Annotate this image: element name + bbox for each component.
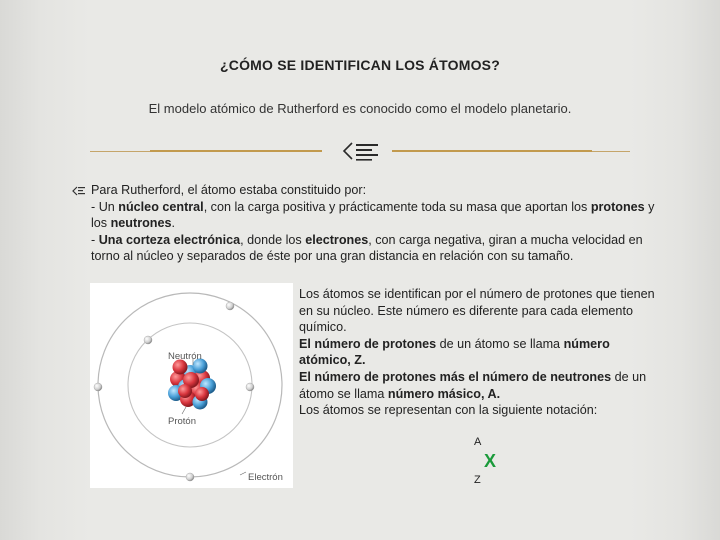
neutron-label: Neutrón [168,351,202,362]
electron-label: Electrón [248,472,283,483]
para-cortex: - Una corteza electrónica, donde los electrones, con carga negativa, giran a mucha velocidad en torno al núcleo y separados de éste por una gran distancia en relación con su tamaño. [91,232,643,264]
element-symbol: X [484,451,497,471]
page-title: ¿CÓMO SE IDENTIFICAN LOS ÁTOMOS? [220,57,500,73]
ornamental-divider [90,139,630,163]
side-p2: El número de protones de un átomo se llama número atómico, Z. [299,336,610,368]
atom-illustration [90,283,293,488]
side-p3: El número de protones más el número de neutrones de un átomo se llama número másico, A. [299,369,647,401]
identification-text [299,286,661,419]
rutherford-description [91,182,671,265]
bullet-icon [72,185,86,197]
subtitle: El modelo atómico de Rutherford es conocido como el modelo planetario. [148,101,572,116]
para-intro: Para Rutherford, el átomo estaba constituido por: [91,183,367,197]
para-nucleus: - Un núcleo central, con la carga positiva y prácticamente toda su masa que aportan los protones y los neutrones. [91,199,655,231]
atom-diagram [90,283,293,488]
mass-number: A [474,436,482,448]
atomic-number: Z [474,474,481,486]
atomic-notation [470,436,530,492]
side-p4: Los átomos se representan con la siguiente notación: [299,403,598,418]
proton-label: Protón [168,416,196,427]
ornament-icon [338,139,384,163]
side-p1: Los átomos se identifican por el número de protones que tienen en su núcleo. Este número es diferente para cada elemento químico. [299,287,655,335]
